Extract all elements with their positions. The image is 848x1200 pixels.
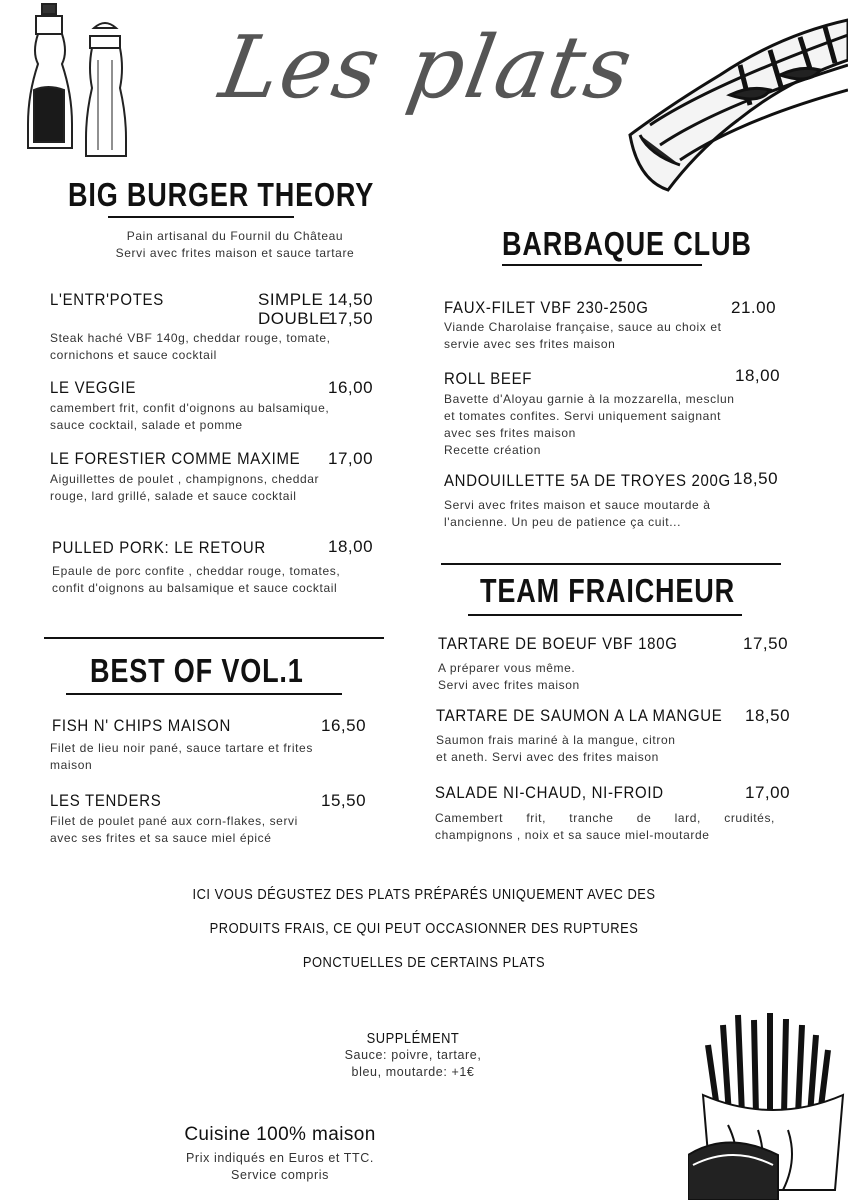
item-variant: DOUBLE (258, 309, 331, 328)
desc-line: champignons , noix et sa sauce miel-moutarde (435, 828, 710, 842)
item-name: FAUX-FILET VBF 230-250G (444, 298, 649, 317)
notice-line: PONCTUELLES DE CERTAINS PLATS (302, 954, 546, 971)
item-description (50, 740, 390, 774)
desc-line: Steak haché VBF 140g, cheddar rouge, tomate, (50, 331, 331, 345)
desc-line: Camembert frit, tranche de lard, crudités, (435, 811, 775, 825)
item-name: L'ENTR'POTES (50, 290, 164, 309)
footer-title: Cuisine 100% maison (184, 1124, 376, 1145)
desc-line: Servi avec frites maison (438, 678, 580, 692)
item-name: LE FORESTIER COMME MAXIME (50, 449, 301, 468)
section-divider-best-of (44, 637, 384, 639)
item-name: TARTARE DE BOEUF VBF 180G (438, 634, 678, 653)
desc-line: Epaule de porc confite , cheddar rouge, tomates, (52, 564, 341, 578)
footer-line: Service compris (231, 1168, 329, 1182)
supplement-title: SUPPLÉMENT (366, 1030, 460, 1047)
notice-line: ICI VOUS DÉGUSTEZ DES PLATS PRÉPARÉS UNIQUEMENT AVEC DES (192, 886, 656, 903)
item-name: PULLED PORK: LE RETOUR (52, 538, 266, 557)
ribs-illustration (620, 15, 848, 200)
desc-line: et aneth. Servi avec des frites maison (436, 750, 659, 764)
item-price: 14,50 (328, 290, 374, 309)
item-name: ROLL BEEF (444, 369, 533, 388)
desc-line: confit d'oignons au balsamique et sauce cocktail (52, 581, 338, 595)
item-name: LES TENDERS (50, 791, 162, 810)
desc-line: Saumon frais mariné à la mangue, citron (436, 733, 676, 747)
desc-line: cornichons et sauce cocktail (50, 348, 217, 362)
fries-burger-illustration (688, 1005, 848, 1200)
item-description (444, 319, 804, 353)
desc-line: l'ancienne. Un peu de patience ça cuit... (444, 515, 682, 529)
item-price: 17,00 (745, 783, 791, 802)
desc-line: avec ses frites maison (444, 426, 576, 440)
item-description (435, 810, 775, 844)
section-title-best-of: BEST OF VOL.1 (90, 652, 304, 689)
salt-pepper-mills-illustration (20, 0, 135, 165)
item-description (52, 563, 412, 597)
section-title-barbaque: BARBAQUE CLUB (502, 225, 752, 262)
page-title: Les plats (213, 18, 641, 118)
footer-block (150, 1124, 410, 1184)
item-price: 17,00 (328, 449, 374, 468)
supplement-line: bleu, moutarde: +1€ (351, 1065, 475, 1079)
section-underline-barbaque (502, 264, 702, 266)
section-divider-fraicheur (441, 563, 781, 565)
desc-line: avec ses frites et sa sauce miel épicé (50, 831, 272, 845)
footer-line: Prix indiqués en Euros et TTC. (186, 1151, 374, 1165)
item-price: 17,50 (328, 309, 374, 328)
item-price: 18,50 (733, 469, 779, 488)
desc-line: Viande Charolaise française, sauce au choix et (444, 320, 722, 334)
item-variant: SIMPLE (258, 290, 324, 309)
fresh-products-notice (0, 886, 848, 988)
desc-line: Recette création (444, 443, 541, 457)
desc-line: sauce cocktail, salade et pomme (50, 418, 243, 432)
supplement-block (300, 1030, 526, 1081)
item-description (50, 330, 410, 364)
item-name: FISH N' CHIPS MAISON (52, 716, 232, 735)
item-price: 18,50 (745, 706, 791, 725)
desc-line: Filet de lieu noir pané, sauce tartare et frites (50, 741, 313, 755)
desc-line: Bavette d'Aloyau garnie à la mozzarella, mesclun (444, 392, 735, 406)
item-description (444, 391, 824, 459)
desc-line: Aiguillettes de poulet , champignons, cheddar (50, 472, 320, 486)
item-description (50, 400, 410, 434)
section-title-burger: BIG BURGER THEORY (68, 176, 375, 213)
item-name: TARTARE DE SAUMON A LA MANGUE (436, 706, 723, 725)
item-name: ANDOUILLETTE 5A DE TROYES 200G (444, 471, 731, 490)
section-underline-burger (108, 216, 294, 218)
section-underline-best-of (66, 693, 342, 695)
item-description (50, 813, 390, 847)
desc-line: servie avec ses frites maison (444, 337, 616, 351)
item-price: 15,50 (321, 791, 367, 810)
item-price: 21.00 (731, 298, 777, 317)
item-price: 17,50 (743, 634, 789, 653)
item-price: 16,00 (328, 378, 374, 397)
desc-line: A préparer vous même. (438, 661, 576, 675)
subtitle-line: Servi avec frites maison et sauce tartare (115, 246, 355, 260)
desc-line: et tomates confites. Servi uniquement saignant (444, 409, 722, 423)
supplement-line: Sauce: poivre, tartare, (344, 1048, 482, 1062)
item-description (444, 497, 814, 531)
section-title-fraicheur: TEAM FRAICHEUR (480, 572, 736, 609)
item-price: 18,00 (328, 537, 374, 556)
section-subtitle-burger (40, 228, 430, 262)
item-name: LE VEGGIE (50, 378, 137, 397)
item-description (438, 660, 778, 694)
item-price: 16,50 (321, 716, 367, 735)
item-name: SALADE NI-CHAUD, NI-FROID (435, 783, 664, 802)
notice-line: PRODUITS FRAIS, CE QUI PEUT OCCASIONNER DES RUPTURES (209, 920, 639, 937)
desc-line: camembert frit, confit d'oignons au balsamique, (50, 401, 330, 415)
desc-line: Servi avec frites maison et sauce moutarde à (444, 498, 711, 512)
item-description (436, 732, 776, 766)
item-description (50, 471, 410, 505)
desc-line: maison (50, 758, 93, 772)
desc-line: Filet de poulet pané aux corn-flakes, servi (50, 814, 298, 828)
item-price: 18,00 (735, 366, 781, 385)
section-underline-fraicheur (468, 614, 742, 616)
subtitle-line: Pain artisanal du Fournil du Château (126, 229, 344, 243)
desc-line: rouge, lard grillé, salade et sauce cocktail (50, 489, 297, 503)
